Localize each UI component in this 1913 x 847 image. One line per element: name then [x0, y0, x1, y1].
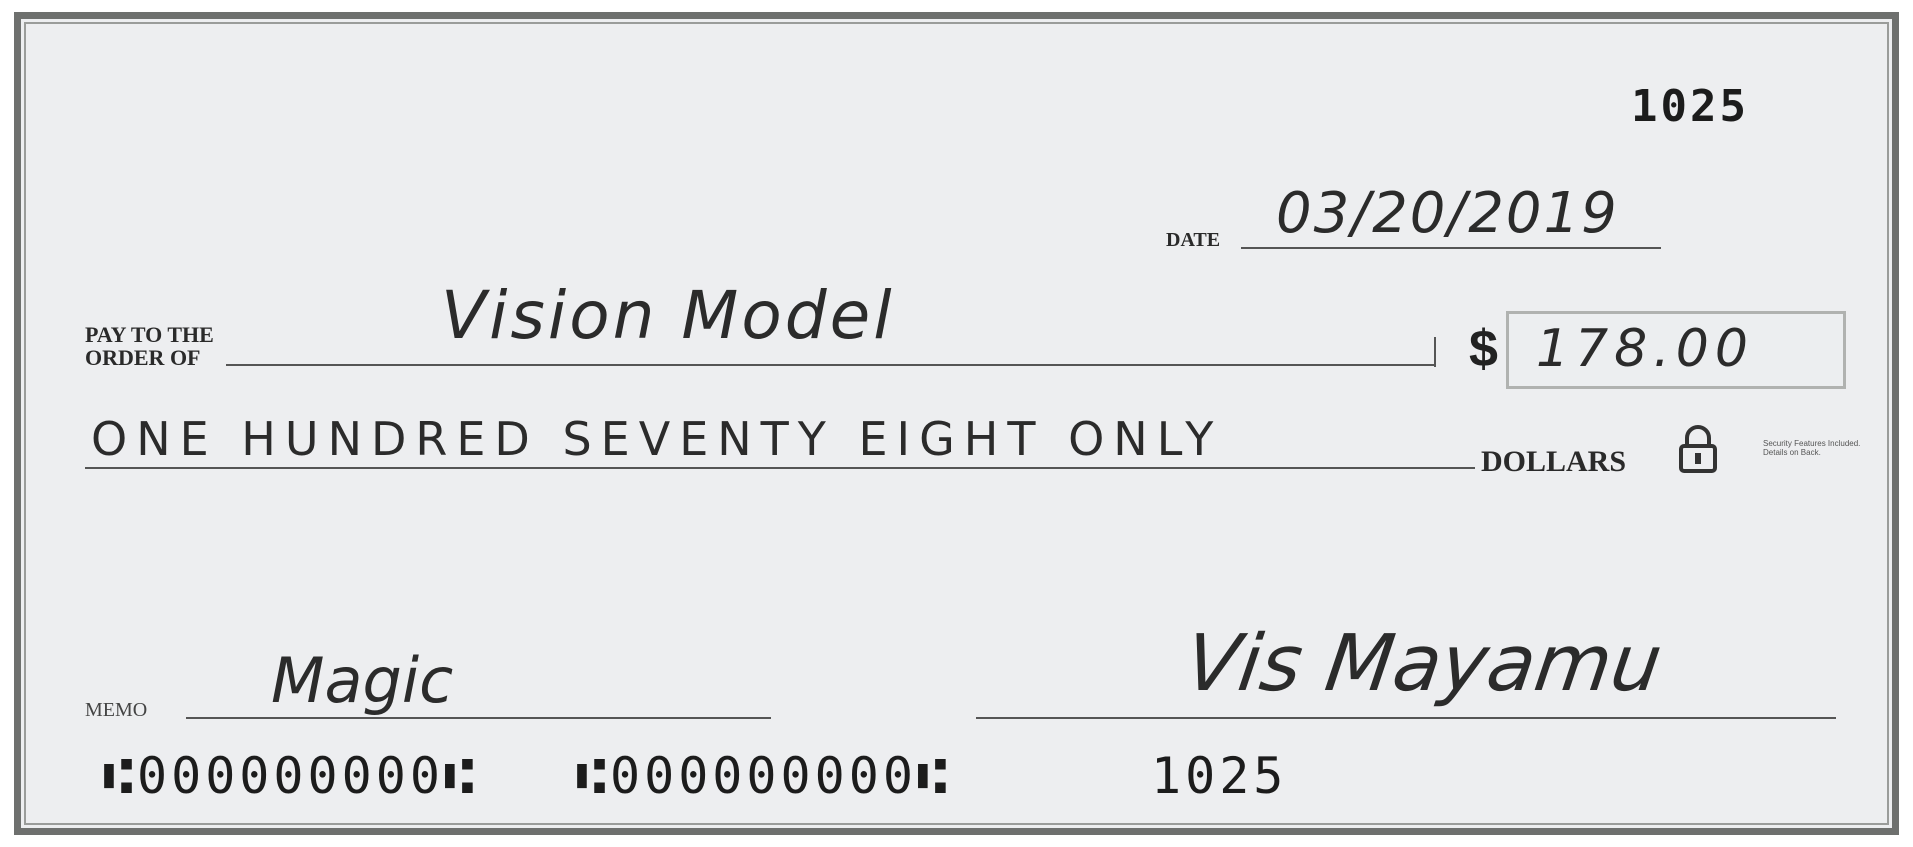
check-number: 1025 [1631, 81, 1749, 132]
pay-to-label-line2: ORDER OF [85, 345, 201, 370]
dollars-label: DOLLARS [1481, 445, 1627, 478]
payee-name[interactable]: Vision Model [441, 277, 895, 354]
micr-routing-number: ⑆000000000⑆ [103, 747, 478, 805]
micr-account-number: ⑆000000000⑆ [576, 747, 951, 805]
signature[interactable]: Vis Mayamu [1179, 619, 1668, 709]
lock-icon [1676, 424, 1720, 474]
amount-numeric[interactable]: 178.00 [1536, 319, 1754, 379]
dollar-sign: $ [1469, 320, 1498, 378]
pay-to-label-line1: PAY TO THE [85, 322, 214, 347]
memo-label: MEMO [85, 699, 148, 721]
amount-words[interactable]: ONE HUNDRED SEVENTY EIGHT ONLY [91, 412, 1223, 466]
signature-line [976, 717, 1836, 719]
amount-words-line [85, 467, 1475, 469]
payee-line-end [1434, 337, 1436, 367]
date-label: DATE [1166, 229, 1221, 251]
security-features-text: Security Features Included. Details on Back. [1763, 439, 1861, 457]
bank-check [14, 12, 1899, 835]
memo-line [186, 717, 771, 719]
micr-check-number: 1025 [1151, 747, 1288, 805]
date-line [1241, 247, 1661, 249]
memo-value[interactable]: Magic [271, 644, 454, 717]
date-value[interactable]: 03/20/2019 [1276, 181, 1619, 246]
payee-line [226, 364, 1436, 366]
